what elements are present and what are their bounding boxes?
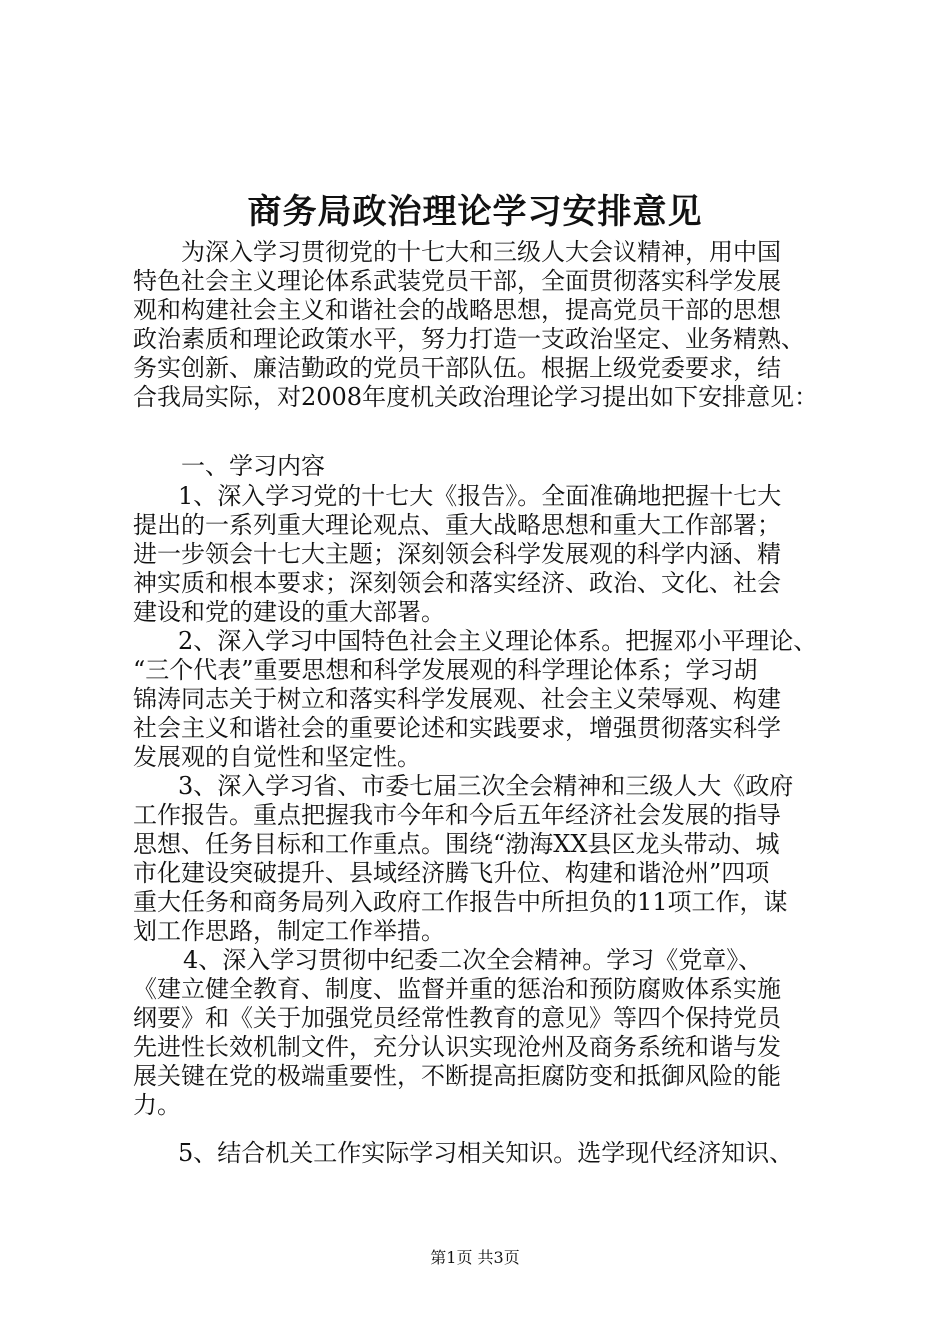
- body-line: “三个代表”重要思想和科学发展观的科学理论体系；学习胡: [133, 656, 758, 684]
- body-line: 4、深入学习贯彻中纪委二次全会精神。学习《党章》、: [183, 946, 763, 974]
- body-line: 神实质和根本要求；深刻领会和落实经济、政治、文化、社会: [133, 569, 781, 597]
- body-line: 3、深入学习省、市委七届三次全会精神和三级人大《政府: [178, 772, 794, 800]
- body-line: 思想、任务目标和工作重点。围绕“渤海XX县区龙头带动、城: [133, 830, 780, 858]
- body-line: 重大任务和商务局列入政府工作报告中所担负的11项工作，谋: [133, 888, 788, 916]
- body-line: 锦涛同志关于树立和落实科学发展观、社会主义荣辱观、构建: [133, 685, 781, 713]
- body-line: 提出的一系列重大理论观点、重大战略思想和重大工作部署；: [133, 511, 781, 539]
- body-line: 1、深入学习党的十七大《报告》。全面准确地把握十七大: [178, 482, 782, 510]
- body-line: 特色社会主义理论体系武装党员干部，全面贯彻落实科学发展: [133, 267, 781, 295]
- body-line: 先进性长效机制文件，充分认识实现沧州及商务系统和谐与发: [133, 1033, 781, 1061]
- body-line: 发展观的自觉性和坚定性。: [133, 743, 421, 771]
- body-line: 工作报告。重点把握我市今年和今后五年经济社会发展的指导: [133, 801, 781, 829]
- body-line: 观和构建社会主义和谐社会的战略思想，提高党员干部的思想: [133, 296, 781, 324]
- document-title: 商务局政治理论学习安排意见: [247, 192, 703, 232]
- section-heading: 一、学习内容: [181, 452, 325, 480]
- body-line: 社会主义和谐社会的重要论述和实践要求，增强贯彻落实科学: [133, 714, 781, 742]
- body-line: 划工作思路，制定工作举措。: [133, 917, 445, 945]
- body-line: 市化建设突破提升、县域经济腾飞升位、构建和谐沧州”四项: [133, 859, 770, 887]
- body-line: 政治素质和理论政策水平，努力打造一支政治坚定、业务精熟、: [133, 325, 805, 353]
- body-line: 进一步领会十七大主题；深刻领会科学发展观的科学内涵、精: [133, 540, 781, 568]
- body-line: 建设和党的建设的重大部署。: [133, 598, 445, 626]
- body-line: 力。: [133, 1091, 181, 1119]
- body-line: 为深入学习贯彻党的十七大和三级人大会议精神，用中国: [181, 238, 781, 266]
- body-line: 务实创新、廉洁勤政的党员干部队伍。根据上级党委要求，结: [133, 354, 781, 382]
- body-line: 展关键在党的极端重要性，不断提高拒腐防变和抵御风险的能: [133, 1062, 781, 1090]
- body-line: 《建立健全教育、制度、监督并重的惩治和预防腐败体系实施: [133, 975, 781, 1003]
- page-number-footer: 第1页 共3页: [430, 1248, 520, 1267]
- body-line: 纲要》和《关于加强党员经常性教育的意见》等四个保持党员: [133, 1004, 781, 1032]
- body-line: 合我局实际，对2008年度机关政治理论学习提出如下安排意见：: [133, 383, 819, 411]
- body-line: 2、深入学习中国特色社会主义理论体系。把握邓小平理论、: [178, 627, 818, 655]
- body-line: 5、结合机关工作实际学习相关知识。选学现代经济知识、: [178, 1139, 794, 1167]
